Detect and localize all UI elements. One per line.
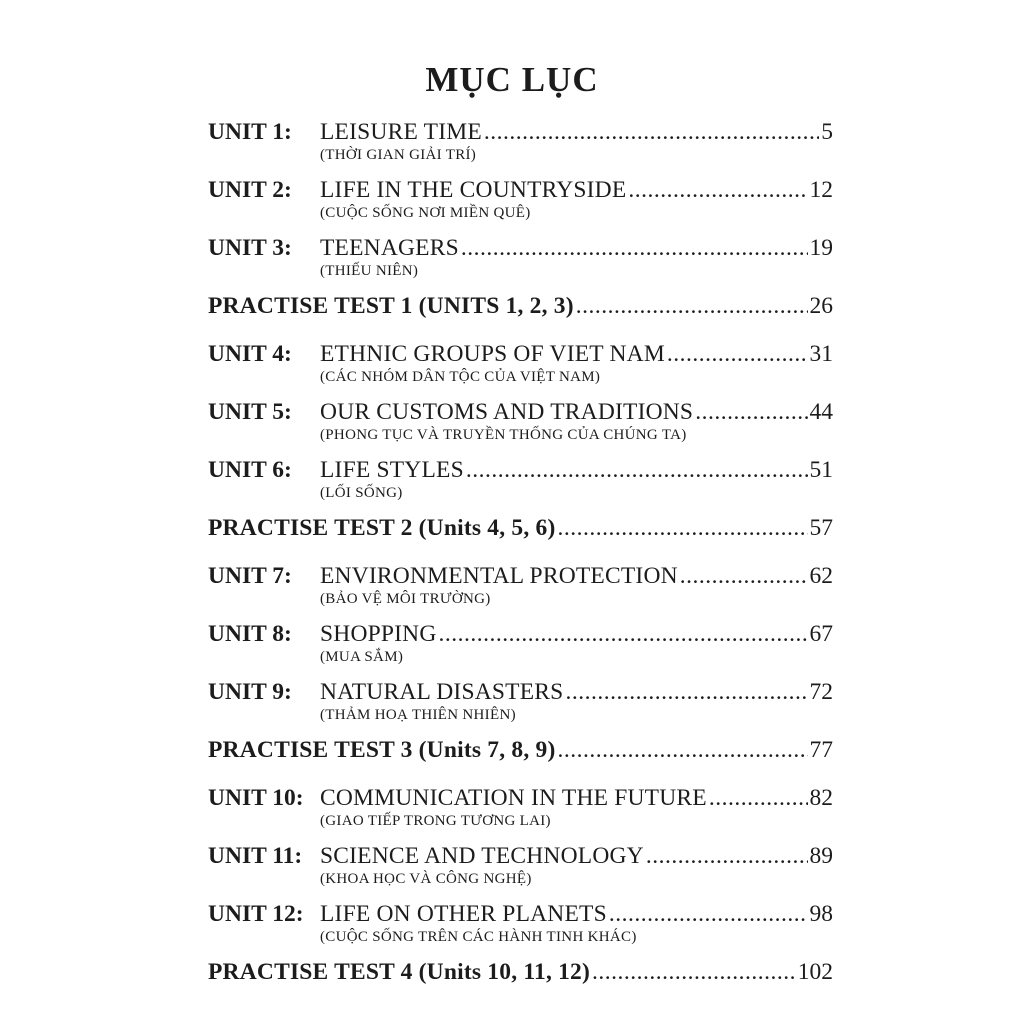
page-number: 12: [809, 177, 833, 203]
test-title: PRACTISE TEST 1 (UNITS 1, 2, 3): [208, 293, 574, 319]
dot-leader: [557, 514, 807, 542]
unit-subtitle: (GIAO TIẾP TRONG TƯƠNG LAI): [320, 813, 551, 829]
unit-title: OUR CUSTOMS AND TRADITIONS: [320, 399, 694, 425]
page-number: 19: [809, 235, 833, 261]
unit-label: UNIT 1:: [208, 119, 292, 145]
page-number: 5: [821, 119, 833, 145]
unit-title: NATURAL DISASTERS: [320, 679, 564, 705]
unit-subtitle: (THẢM HOẠ THIÊN NHIÊN): [320, 707, 516, 723]
unit-subtitle: (BẢO VỆ MÔI TRƯỜNG): [320, 591, 491, 607]
unit-subtitle: (CÁC NHÓM DÂN TỘC CỦA VIỆT NAM): [320, 369, 601, 385]
toc-entry-practise-test-3[interactable]: [208, 736, 833, 764]
toc-entry-unit-5[interactable]: [208, 398, 833, 444]
page-number: 62: [809, 563, 833, 589]
unit-subtitle: (THỜI GIAN GIẢI TRÍ): [320, 147, 477, 163]
toc-entry-unit-11[interactable]: [208, 842, 833, 888]
dot-leader: [628, 176, 807, 204]
unit-label: UNIT 3:: [208, 235, 292, 261]
toc-entry-unit-9[interactable]: [208, 678, 833, 724]
unit-subtitle: (THIẾU NIÊN): [320, 263, 419, 279]
unit-label: UNIT 6:: [208, 457, 292, 483]
toc-entry-unit-12[interactable]: [208, 900, 833, 946]
page-number: 51: [809, 457, 833, 483]
toc-entry-unit-3[interactable]: [208, 234, 833, 280]
test-title: PRACTISE TEST 2 (Units 4, 5, 6): [208, 515, 556, 541]
dot-leader: [667, 340, 808, 368]
unit-title: LIFE STYLES: [320, 457, 464, 483]
toc-entry-practise-test-4[interactable]: [208, 958, 833, 986]
unit-label: UNIT 4:: [208, 341, 292, 367]
dot-leader: [565, 678, 807, 706]
unit-subtitle: (CUỘC SỐNG NƠI MIỀN QUÊ): [320, 205, 531, 221]
page-number: 67: [809, 621, 833, 647]
page-number: 26: [809, 293, 833, 319]
dot-leader: [484, 118, 819, 146]
page-number: 102: [797, 959, 833, 985]
page-number: 89: [809, 843, 833, 869]
page-number: 57: [809, 515, 833, 541]
dot-leader: [646, 842, 808, 870]
unit-title: SCIENCE AND TECHNOLOGY: [320, 843, 644, 869]
page-number: 44: [809, 399, 833, 425]
unit-label: UNIT 11:: [208, 843, 303, 869]
unit-subtitle: (MUA SẮM): [320, 649, 404, 665]
unit-label: UNIT 2:: [208, 177, 292, 203]
unit-label: UNIT 10:: [208, 785, 304, 811]
unit-label: UNIT 7:: [208, 563, 292, 589]
page-number: 31: [809, 341, 833, 367]
page-number: 82: [809, 785, 833, 811]
unit-title: COMMUNICATION IN THE FUTURE: [320, 785, 707, 811]
page-number: 72: [809, 679, 833, 705]
page-number: 98: [809, 901, 833, 927]
toc-entry-unit-7[interactable]: [208, 562, 833, 608]
test-title: PRACTISE TEST 3 (Units 7, 8, 9): [208, 737, 556, 763]
dot-leader: [609, 900, 808, 928]
dot-leader: [439, 620, 808, 648]
unit-title: LIFE ON OTHER PLANETS: [320, 901, 607, 927]
unit-subtitle: (KHOA HỌC VÀ CÔNG NGHỆ): [320, 871, 532, 887]
unit-subtitle: (LỐI SỐNG): [320, 485, 403, 501]
dot-leader: [576, 292, 808, 320]
dot-leader: [461, 234, 808, 262]
dot-leader: [557, 736, 807, 764]
page-title: MỤC LỤC: [425, 60, 599, 99]
toc-entry-unit-2[interactable]: [208, 176, 833, 222]
toc-entry-practise-test-2[interactable]: [208, 514, 833, 542]
unit-subtitle: (CUỘC SỐNG TRÊN CÁC HÀNH TINH KHÁC): [320, 929, 637, 945]
unit-label: UNIT 12:: [208, 901, 304, 927]
toc-entry-unit-1[interactable]: [208, 118, 833, 164]
toc-entry-unit-8[interactable]: [208, 620, 833, 666]
dot-leader: [695, 398, 807, 426]
toc-entry-unit-6[interactable]: [208, 456, 833, 502]
dot-leader: [466, 456, 808, 484]
test-title: PRACTISE TEST 4 (Units 10, 11, 12): [208, 959, 591, 985]
dot-leader: [592, 958, 796, 986]
page-number: 77: [809, 737, 833, 763]
unit-title: ENVIRONMENTAL PROTECTION: [320, 563, 678, 589]
unit-title: ETHNIC GROUPS OF VIET NAM: [320, 341, 665, 367]
unit-title: SHOPPING: [320, 621, 437, 647]
dot-leader: [709, 784, 808, 812]
unit-label: UNIT 8:: [208, 621, 292, 647]
toc-entry-unit-4[interactable]: [208, 340, 833, 386]
unit-title: TEENAGERS: [320, 235, 459, 261]
unit-title: LIFE IN THE COUNTRYSIDE: [320, 177, 627, 203]
toc-entry-unit-10[interactable]: [208, 784, 833, 830]
toc-entry-practise-test-1[interactable]: [208, 292, 833, 320]
dot-leader: [680, 562, 808, 590]
unit-subtitle: (PHONG TỤC VÀ TRUYỀN THỐNG CỦA CHÚNG TA): [320, 427, 687, 443]
unit-label: UNIT 5:: [208, 399, 292, 425]
unit-label: UNIT 9:: [208, 679, 292, 705]
unit-title: LEISURE TIME: [320, 119, 482, 145]
